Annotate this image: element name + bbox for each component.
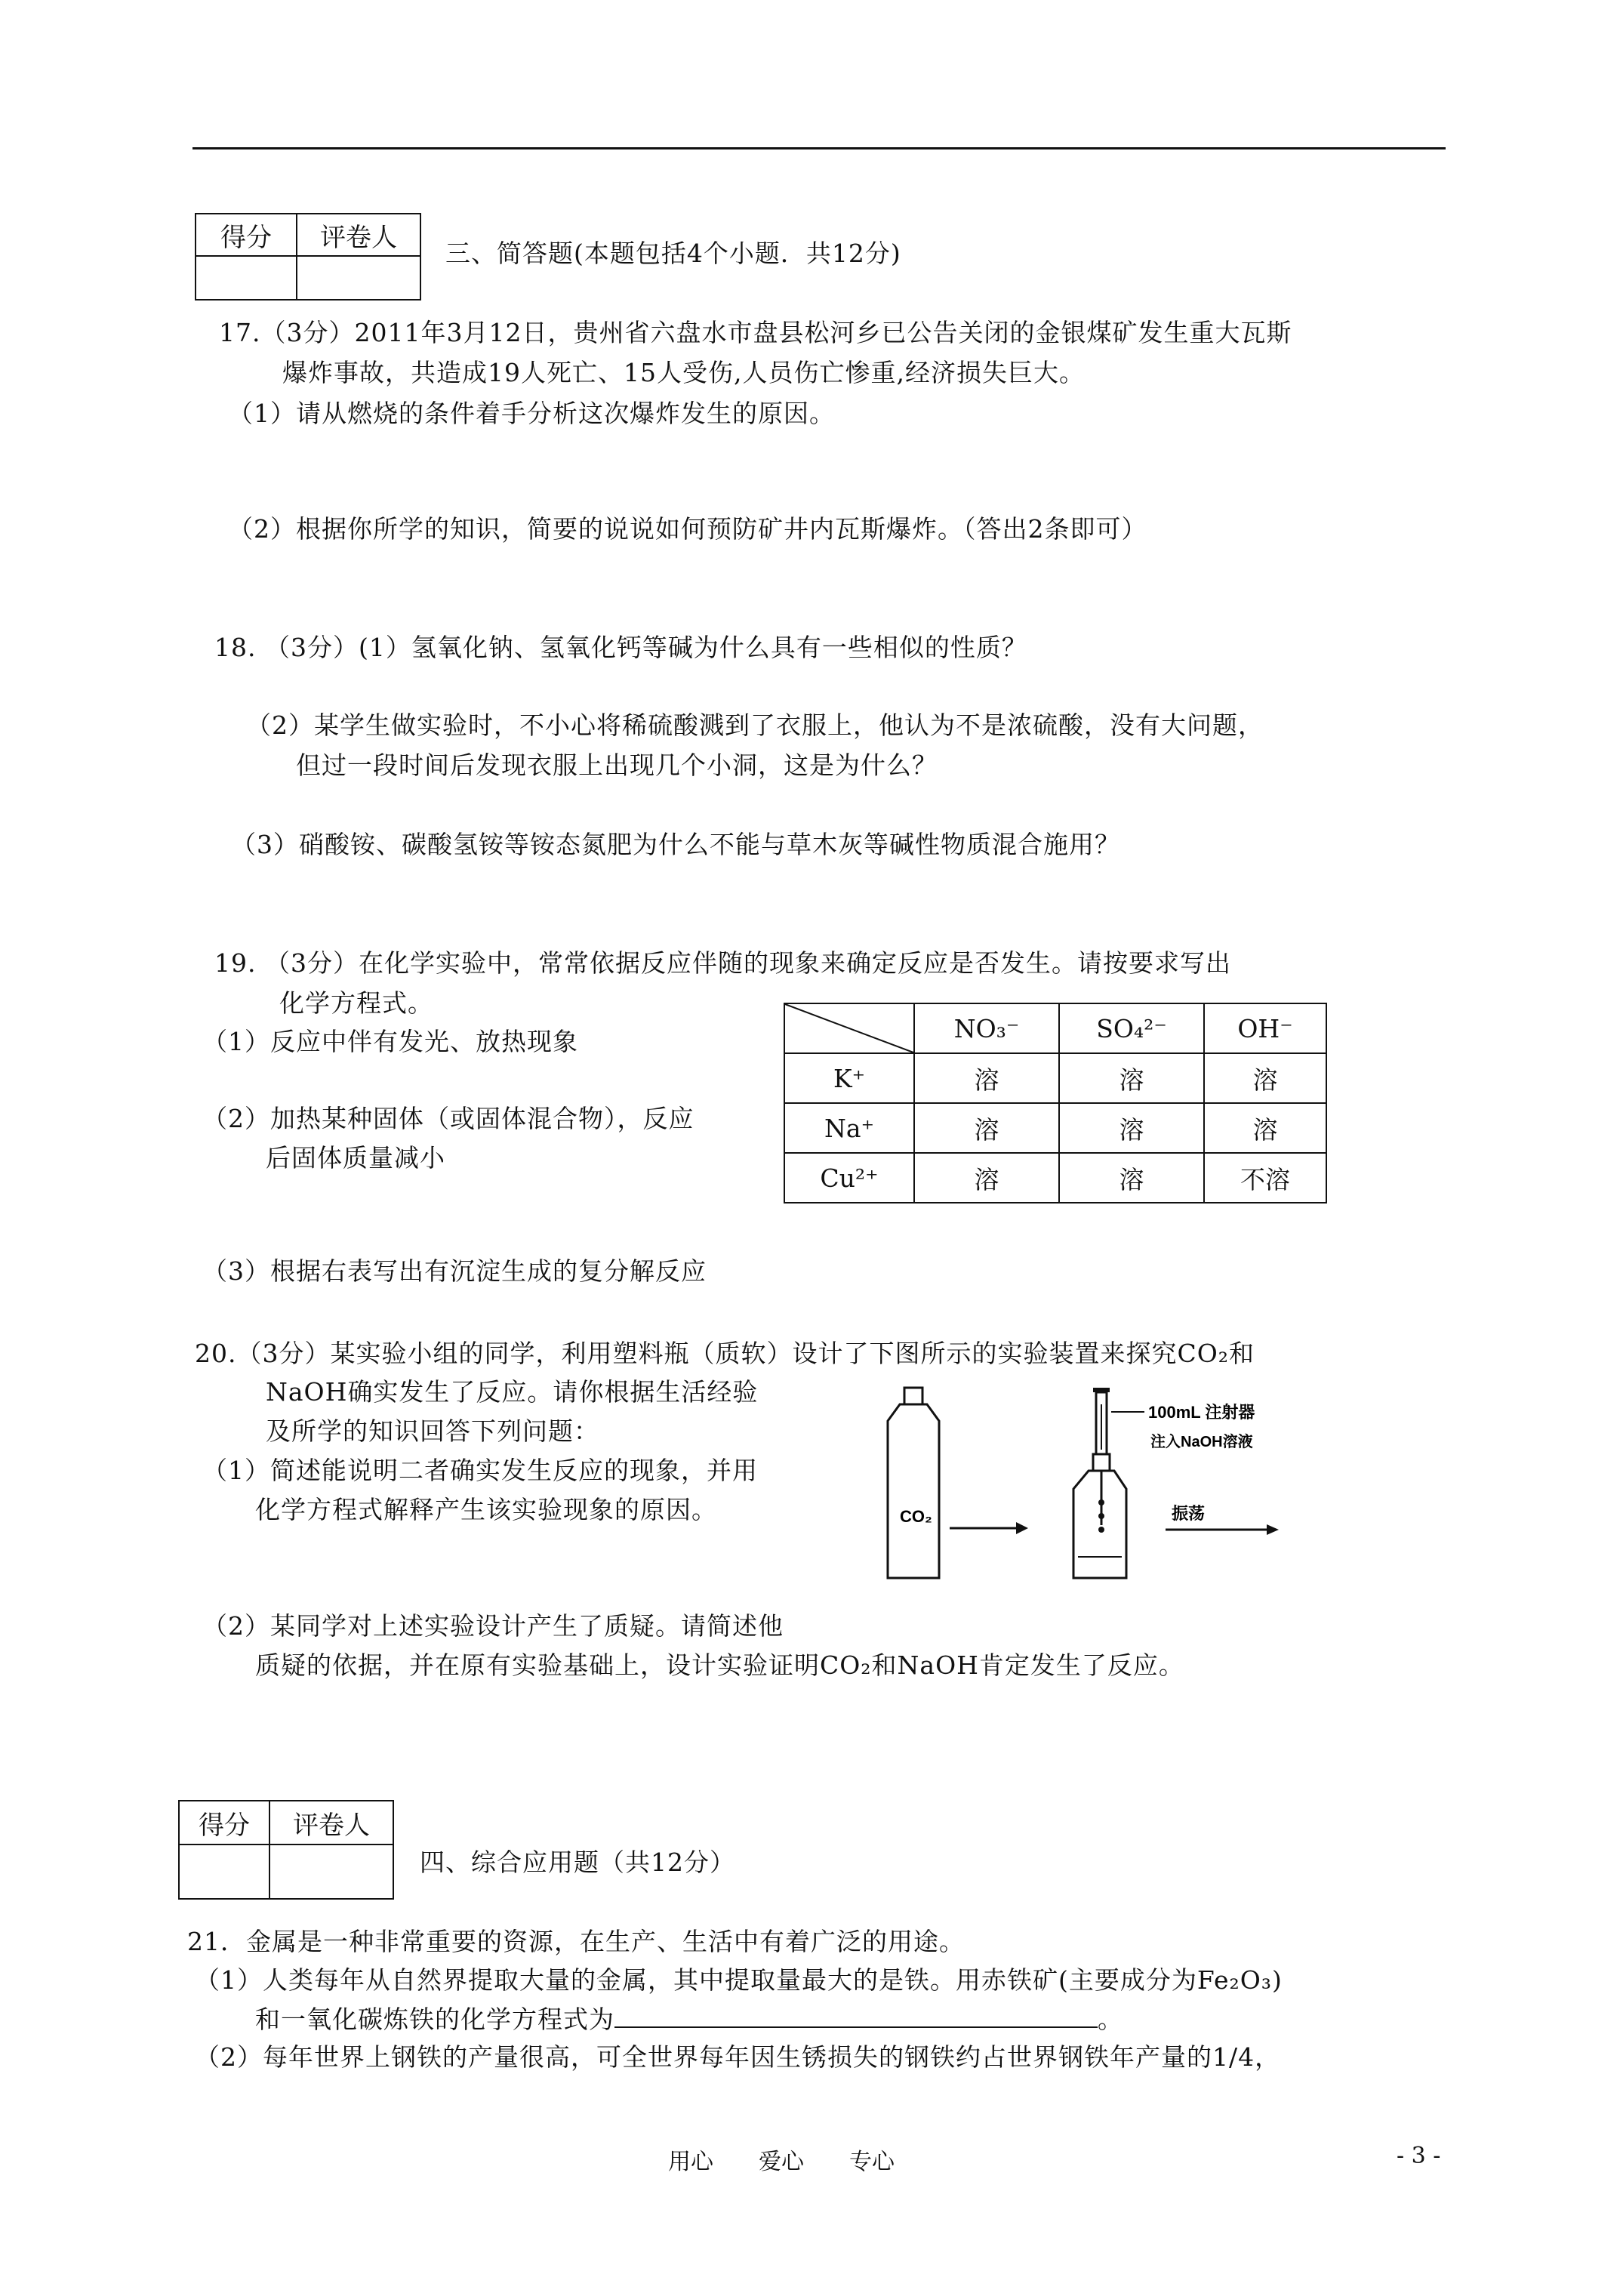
q18-sub2-line2: 但过一段时间后发现衣服上出现几个小洞，这是为什么？ [296, 750, 938, 780]
q18-sub3: （3）硝酸铵、碳酸氢铵等铵态氮肥为什么不能与草木灰等碱性物质混合施用？ [231, 830, 1120, 859]
inject-label: 注入NaOH溶液 [1150, 1434, 1253, 1450]
table-cell: 溶 [1059, 1103, 1204, 1153]
q17-sub2: （2）根据你所学的知识，简要的说说如何预防矿井内瓦斯爆炸。（答出2条即可） [228, 514, 1147, 544]
table-row [784, 1153, 1326, 1203]
score-label: 得分 [196, 214, 297, 256]
score-label: 得分 [179, 1801, 269, 1845]
grader-cell[interactable] [297, 256, 420, 300]
table-cell: 不溶 [1204, 1153, 1326, 1203]
arrow-head-icon [1016, 1522, 1028, 1534]
q19-sub2-line1: （2）加热某种固体（或固体混合物），反应 [202, 1104, 694, 1133]
syringe-bottle-icon [1073, 1388, 1126, 1578]
co2-bottle-icon [888, 1388, 939, 1578]
bottle-label: CO₂ [900, 1507, 932, 1526]
q20-sub1-line1: （1）简述能说明二者确实发生反应的现象，并用 [202, 1456, 758, 1485]
experiment-figure [880, 1382, 1295, 1586]
q20-line1: 20.（3分）某实验小组的同学，利用塑料瓶（质软）设计了下图所示的实验装置来探究CO₂和 [195, 1339, 1255, 1368]
score-cell[interactable] [179, 1845, 269, 1899]
q19-sub3: （3）根据右表写出有沉淀生成的复分解反应 [202, 1256, 707, 1286]
q21-sub1-line2-text: 和一氧化碳炼铁的化学方程式为 [255, 2005, 614, 2034]
footer-motto: 用心 爱心 专心 [668, 2149, 895, 2175]
q19-sub1: （1）反应中伴有发光、放热现象 [202, 1027, 578, 1056]
shake-arrow-head-icon [1267, 1524, 1279, 1535]
row-ion: K⁺ [784, 1053, 914, 1103]
q20-sub2-line2: 质疑的依据，并在原有实验基础上，设计实验证明CO₂和NaOH肯定发生了反应。 [255, 1650, 1184, 1680]
table-cell: 溶 [914, 1153, 1059, 1203]
table-cell: 溶 [914, 1053, 1059, 1103]
table-cell: 溶 [1204, 1103, 1326, 1153]
q21-sub1-line1: （1）人类每年从自然界提取大量的金属，其中提取量最大的是铁。用赤铁矿(主要成分为Fe₂O₃) [195, 1965, 1283, 1995]
section4-title: 四、综合应用题（共12分） [420, 1848, 735, 1877]
table-row [784, 1053, 1326, 1103]
table-header: SO₄²⁻ [1059, 1003, 1204, 1053]
grader-label: 评卷人 [297, 214, 420, 256]
q20-line3: 及所学的知识回答下列问题： [266, 1416, 599, 1446]
score-box-section3 [195, 213, 421, 300]
q17-sub1: （1）请从燃烧的条件着手分析这次爆炸发生的原因。 [228, 399, 835, 428]
q21-sub1-line2 [255, 2004, 1123, 2035]
table-cell: 溶 [1204, 1053, 1326, 1103]
answer-blank[interactable] [614, 2004, 1098, 2028]
syringe-label: 100mL 注射器 [1148, 1403, 1255, 1422]
q21-line1: 21．金属是一种非常重要的资源，在生产、生活中有着广泛的用途。 [187, 1927, 965, 1956]
q19-line2: 化学方程式。 [279, 988, 433, 1018]
q20-sub2-line1: （2）某同学对上述实验设计产生了质疑。请简述他 [202, 1611, 784, 1641]
header-rule [192, 147, 1446, 149]
shake-label: 振荡 [1172, 1504, 1206, 1523]
score-box-section4 [178, 1800, 394, 1900]
page-number: - 3 - [1397, 2143, 1441, 2169]
table-cell: 溶 [1059, 1053, 1204, 1103]
table-row [784, 1103, 1326, 1153]
row-ion: Na⁺ [784, 1103, 914, 1153]
q21-sub2-line1: （2）每年世界上钢铁的产量很高，可全世界每年因生锈损失的钢铁约占世界钢铁年产量的1/4， [195, 2042, 1281, 2072]
section3-title: 三、简答题(本题包括4个小题．共12分) [445, 239, 901, 268]
q18-sub2-line1: （2）某学生做实验时，不小心将稀硫酸溅到了衣服上，他认为不是浓硫酸，没有大问题， [246, 710, 1264, 740]
q21-sub1-line2-end: 。 [1098, 2005, 1123, 2034]
table-cell: 溶 [1059, 1153, 1204, 1203]
q20-sub1-line2: 化学方程式解释产生该实验现象的原因。 [255, 1495, 717, 1524]
table-header: OH⁻ [1204, 1003, 1326, 1053]
row-ion: Cu²⁺ [784, 1153, 914, 1203]
grader-label: 评卷人 [269, 1801, 393, 1845]
q20-line2: NaOH确实发生了反应。请你根据生活经验 [266, 1377, 759, 1407]
solubility-table [784, 1003, 1327, 1203]
score-cell[interactable] [196, 256, 297, 300]
q18-line1: 18. （3分）(1）氢氧化钠、氢氧化钙等碱为什么具有一些相似的性质？ [214, 633, 1027, 662]
q17-line1: 17.（3分）2011年3月12日，贵州省六盘水市盘县松河乡已公告关闭的金银煤矿发生重大瓦斯 [219, 318, 1292, 347]
q19-line1: 19. （3分）在化学实验中，常常依据反应伴随的现象来确定反应是否发生。请按要求写出 [214, 948, 1231, 978]
q17-line2: 爆炸事故，共造成19人死亡、15人受伤,人员伤亡惨重,经济损失巨大。 [282, 358, 1085, 387]
table-corner-cell [784, 1003, 914, 1053]
q19-sub2-line2: 后固体质量减小 [266, 1143, 445, 1173]
diagonal-line [785, 1004, 913, 1052]
table-cell: 溶 [914, 1103, 1059, 1153]
grader-cell[interactable] [269, 1845, 393, 1899]
table-header: NO₃⁻ [914, 1003, 1059, 1053]
